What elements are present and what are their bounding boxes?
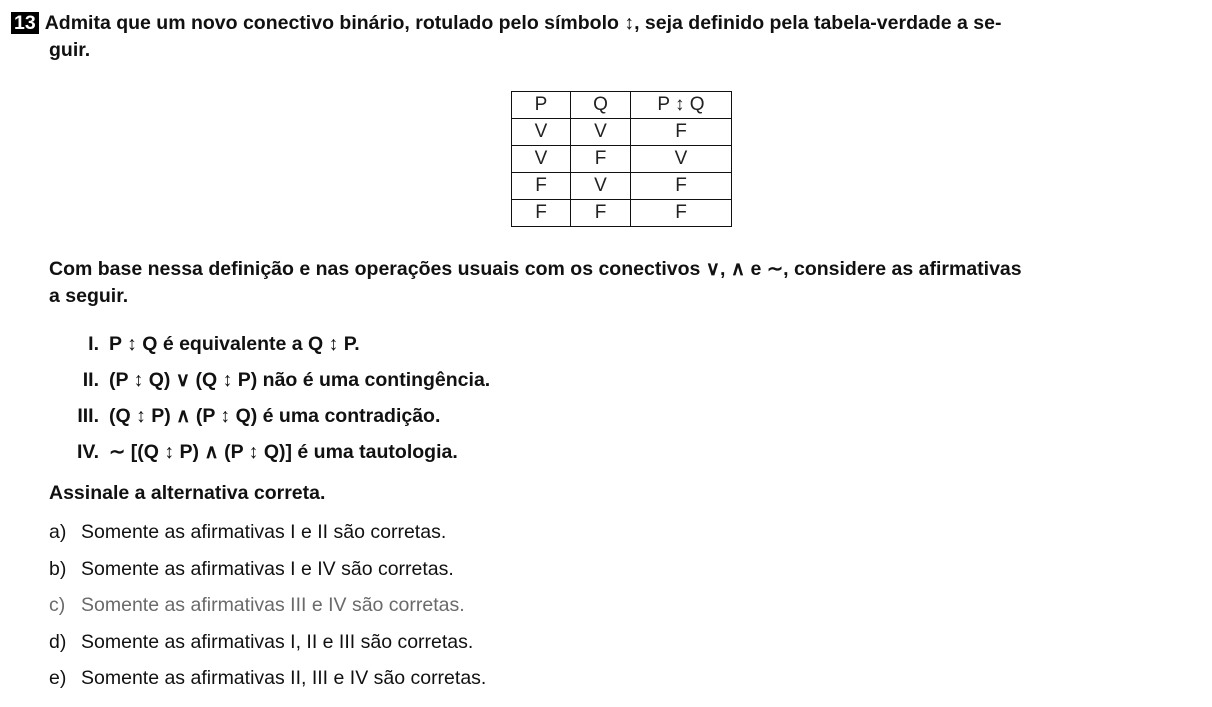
intro-paragraph	[49, 256, 1199, 310]
alternative-c[interactable]	[49, 593, 486, 630]
statement-text: ∼ [(Q ↕ P) ∧ (P ↕ Q)] é uma tautologia.	[109, 441, 458, 463]
alternative-e[interactable]	[49, 666, 486, 703]
cell: V	[512, 119, 571, 146]
statement-item	[49, 440, 490, 476]
intro-line1: Com base nessa definição e nas operações usuais com os conectivos ∨, ∧ e ∼, considere as afirmativas	[49, 258, 1022, 280]
header-q: Q	[571, 92, 631, 119]
truth-table-row	[512, 146, 732, 173]
cell: V	[512, 146, 571, 173]
cell: F	[571, 146, 631, 173]
statement-number: III.	[77, 405, 99, 427]
truth-table-row	[512, 119, 732, 146]
statement-number: II.	[82, 369, 99, 391]
cell: F	[631, 200, 732, 227]
header-p-op-q: P ↕ Q	[631, 92, 732, 119]
cell: V	[631, 146, 732, 173]
truth-table-header-row	[512, 92, 732, 119]
truth-table-row	[512, 200, 732, 227]
alternative-d[interactable]	[49, 630, 486, 667]
alternative-text: Somente as afirmativas I e II são corretas.	[81, 521, 447, 543]
truth-table-row	[512, 173, 732, 200]
alternative-text: Somente as afirmativas II, III e IV são corretas.	[81, 667, 487, 689]
cell: V	[571, 173, 631, 200]
cell: F	[571, 200, 631, 227]
alternative-letter: a)	[49, 521, 67, 543]
alternatives-list	[49, 520, 486, 703]
alternative-b[interactable]	[49, 557, 486, 594]
statement-number: IV.	[76, 441, 99, 463]
question-text-line1: Admita que um novo conectivo binário, rotulado pelo símbolo ↕, seja definido pela tabela-verdade a se-	[44, 12, 1002, 34]
alternative-text: Somente as afirmativas III e IV são corretas.	[81, 594, 465, 616]
statement-item	[49, 404, 490, 440]
cell: F	[631, 173, 732, 200]
question-header	[11, 10, 1191, 64]
question-number-badge: 13	[11, 12, 39, 34]
alternative-letter: c)	[49, 594, 66, 616]
truth-table	[511, 91, 732, 227]
cell: V	[571, 119, 631, 146]
statement-number: I.	[88, 333, 99, 355]
statement-text: (Q ↕ P) ∧ (P ↕ Q) é uma contradição.	[109, 405, 441, 427]
alternative-text: Somente as afirmativas I e IV são corretas.	[81, 557, 454, 580]
statement-item	[49, 368, 490, 404]
cell: F	[512, 173, 571, 200]
header-p: P	[512, 92, 571, 119]
alternative-text: Somente as afirmativas I, II e III são corretas.	[81, 630, 474, 653]
intro-line2: a seguir.	[49, 285, 129, 307]
answer-prompt: Assinale a alternativa correta.	[49, 482, 326, 504]
statement-text: (P ↕ Q) ∨ (Q ↕ P) não é uma contingência.	[109, 369, 491, 391]
statements-list	[49, 332, 490, 476]
alternative-a[interactable]	[49, 520, 486, 557]
alternative-letter: d)	[49, 630, 67, 653]
alternative-letter: e)	[49, 667, 67, 689]
statement-text: P ↕ Q é equivalente a Q ↕ P.	[109, 333, 360, 355]
alternative-letter: b)	[49, 557, 67, 580]
cell: F	[512, 200, 571, 227]
cell: F	[631, 119, 732, 146]
statement-item	[49, 332, 490, 368]
question-text-line2: guir.	[49, 39, 91, 61]
